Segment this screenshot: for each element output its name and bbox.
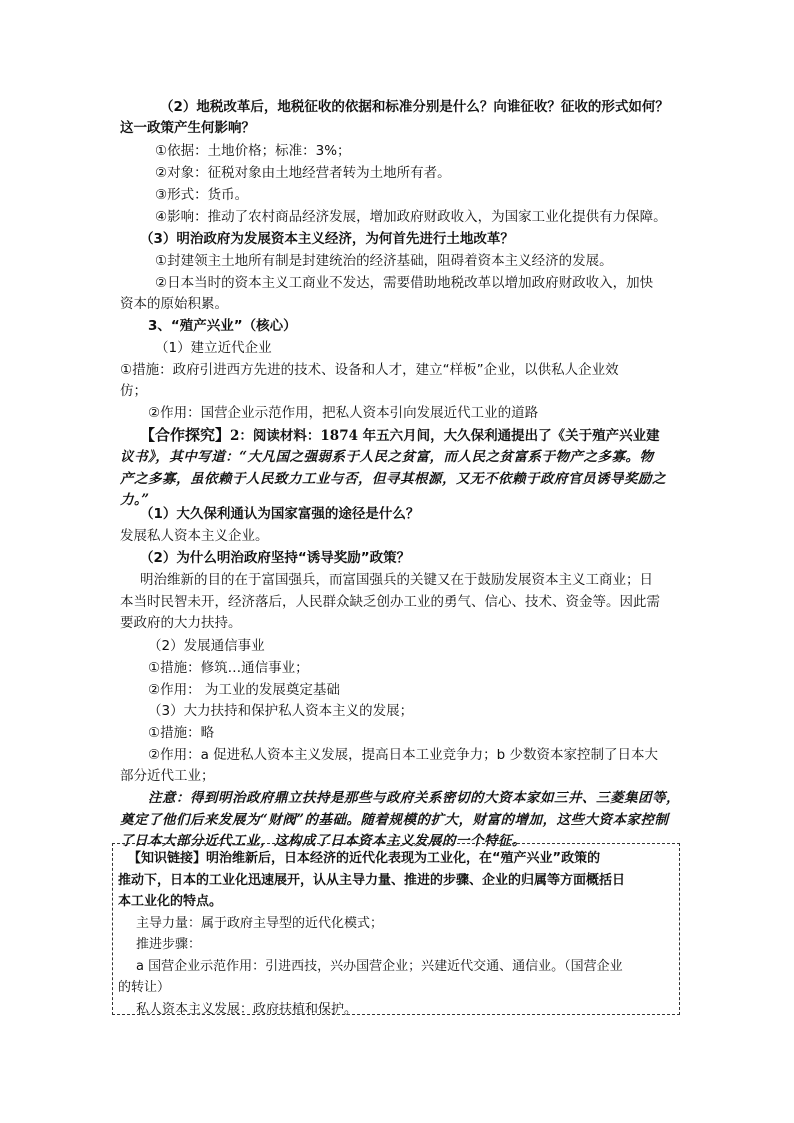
inquiry-answer-2-line-3: 要政府的大力扶持。 — [120, 615, 242, 631]
note-line-3: 了日本大部分近代工业，这构成了日本资本主义发展的一个特征。 — [120, 833, 526, 849]
knowledge-link-line-1: 【知识链接】明治维新后，日本经济的近代化表现为工业化，在“殖产兴业”政策的 — [128, 851, 601, 866]
measure-2: ①措施：修筑…通信事业； — [148, 660, 309, 676]
inquiry-question-1: （1）大久保利通认为国家富强的途径是什么？ — [140, 506, 420, 522]
private-capital-development: 私人资本主义发展：政府扶植和保护。 — [136, 1002, 358, 1017]
note-line-1: 注意：得到明治政府鼎立扶持是那些与政府关系密切的大资本家如三井、三菱集团等， — [148, 790, 680, 806]
inquiry-answer-2-line-1: 明治维新的目的在于富国强兵，而富国强兵的关键又在于鼓励发展资本主义工商业；日 — [140, 572, 653, 588]
measure-1-line-2: 仿； — [120, 383, 147, 399]
inquiry-answer-1: 发展私人资本主义企业。 — [120, 528, 269, 544]
subsection-2-heading: （2）发展通信事业 — [148, 638, 265, 654]
material-line-4: 力。” — [120, 492, 150, 508]
inquiry-answer-2-line-2: 本当时民智未开，经济落后，人民群众缺乏创办工业的勇气、信心、技术、资金等。因此需 — [120, 594, 660, 610]
promotion-steps: 推进步骤： — [136, 937, 202, 952]
step-a-line-1: a 国营企业示范作用：引进西技，兴办国营企业；兴建近代交通、通信业。（国营企业 — [136, 959, 623, 974]
cooperative-inquiry-tag: 【合作探究】 — [140, 426, 231, 444]
material-line-2: 议书》，其中写道：“大凡国之强弱系于人民之贫富，而人民之贫富系于物产之多寡。物 — [120, 449, 654, 465]
knowledge-link-line-3: 本工业化的特点。 — [118, 894, 223, 909]
effect-3-line-1: ②作用：a 促进私人资本主义发展，提高日本工业竞争力；b 少数资本家控制了日本大 — [148, 747, 659, 763]
reason-1: ①封建领主土地所有制是封建统治的经济基础，阻碍着资本主义经济的发展。 — [155, 253, 613, 269]
note-line-2: 奠定了他们后来发展为“财阀”的基础。随着规模的扩大，财富的增加，这些大资本家控制 — [120, 812, 669, 828]
cooperative-inquiry-line-1 — [140, 425, 660, 446]
reason-2-line-2: 资本的原始积累。 — [120, 296, 228, 312]
subsection-1-heading: （1）建立近代企业 — [155, 340, 272, 356]
effect-1: ②作用：国营企业示范作用，把私人资本引向发展近代工业的道路 — [148, 405, 539, 421]
answer-impact: ④影响：推动了农村商品经济发展，增加政府财政收入，为国家工业化提供有力保障。 — [155, 209, 667, 225]
material-line-3: 产之多寡，虽依赖于人民致力工业与否，但寻其根源，又无不依赖于政府官员诱导奖励之 — [120, 471, 666, 487]
section-3-heading: 3、“殖产兴业”（核心） — [148, 318, 297, 334]
inquiry-question-2: （2）为什么明治政府坚持“诱导奖励”政策？ — [140, 550, 411, 566]
measure-1-line-1: ①措施：政府引进西方先进的技术、设备和人才，建立“样板”企业，以供私人企业效 — [120, 362, 619, 378]
reason-2-line-1: ②日本当时的资本主义工商业不发达，需要借助地税改革以增加政府财政收入，加快 — [155, 275, 654, 291]
measure-3: ①措施：略 — [148, 725, 215, 741]
step-a-line-2: 的转让） — [118, 980, 171, 995]
answer-target: ②对象：征税对象由土地经营者转为土地所有者。 — [155, 165, 451, 181]
answer-form: ③形式：货币。 — [155, 187, 249, 203]
subsection-3-heading: （3）大力扶持和保护私人资本主义的发展； — [148, 703, 414, 719]
effect-2: ②作用： 为工业的发展奠定基础 — [148, 682, 340, 698]
question-3: （3）明治政府为发展资本主义经济，为何首先进行土地改革？ — [140, 231, 514, 247]
question-2-line-1: （2）地税改革后，地税征收的依据和标准分别是什么？向谁征收？征收的形式如何？ — [160, 99, 669, 115]
question-2-line-2: 这一政策产生何影响？ — [120, 120, 255, 136]
cooperative-inquiry-text: 2：阅读材料：1874 年五六月间，大久保利通提出了《关于殖产兴业建 — [230, 428, 660, 444]
answer-basis: ①依据：土地价格；标准：3%； — [155, 143, 351, 159]
knowledge-link-line-2: 推动下，日本的工业化迅速展开，认从主导力量、推进的步骤、企业的归属等方面概括日 — [118, 873, 626, 888]
leading-force: 主导力量：属于政府主导型的近代化模式； — [136, 916, 384, 931]
effect-3-line-2: 部分近代工业； — [120, 768, 215, 784]
